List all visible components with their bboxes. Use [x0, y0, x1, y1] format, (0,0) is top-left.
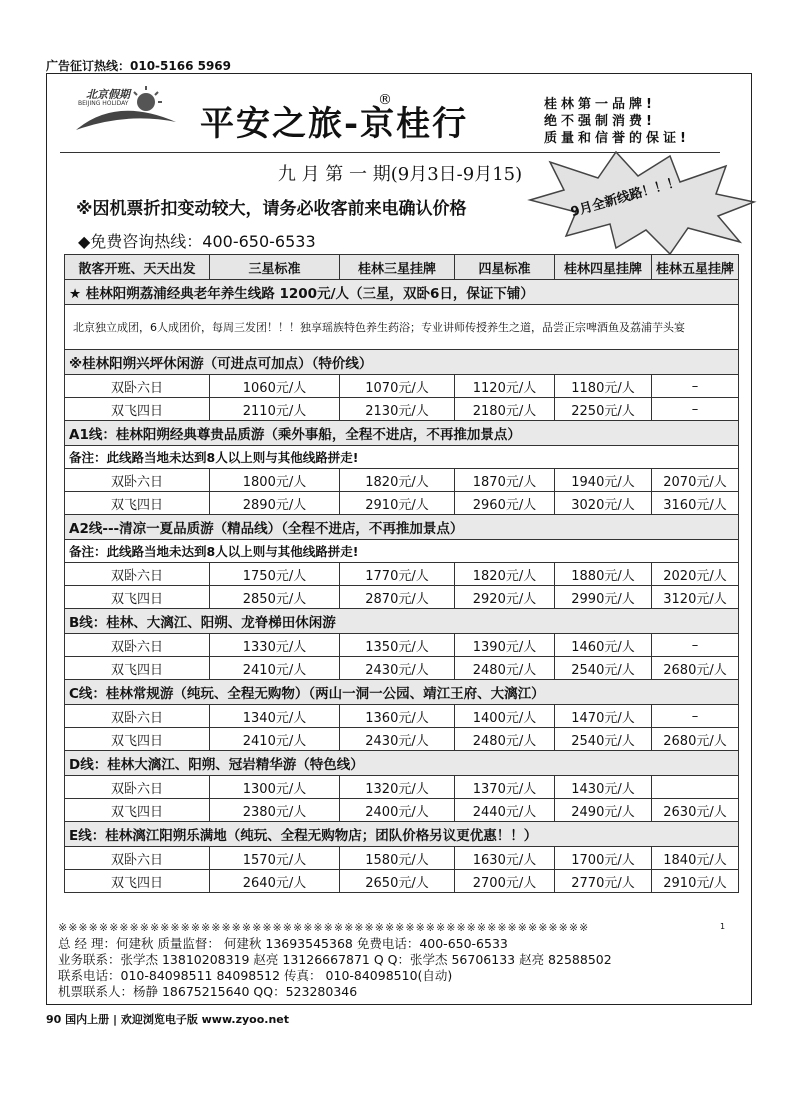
slogan	[544, 96, 690, 147]
featured-desc: 北京独立成团，6人成团价，每周三发团！！！独享瑶族特色养生药浴；专业讲师传授养生之道，品尝正宗啤酒鱼及荔浦芋头宴	[65, 305, 739, 350]
contact-line: 总 经 理：何建秋 质量监督： 何建秋 13693545368 免费电话：400-650-6533	[58, 936, 508, 951]
header-cell: 三星标准	[210, 255, 340, 280]
table-row	[65, 657, 739, 680]
brand-name: 平安之旅	[200, 104, 344, 144]
table-row	[65, 847, 739, 870]
price-cell: 2020元/人	[652, 563, 739, 586]
contact-line: 业务联系：张学杰 13810208319 赵亮 13126667871 Q Q：张学杰 56706133 赵亮 82588502	[58, 952, 612, 967]
price-cell: 2630元/人	[652, 799, 739, 822]
slogan-line: 质量和信誉的保证!	[544, 131, 690, 146]
row-label: 双卧六日	[65, 705, 210, 728]
price-cell: 1400元/人	[455, 705, 555, 728]
price-cell: 2700元/人	[455, 870, 555, 893]
price-cell: 3020元/人	[555, 492, 652, 515]
price-cell: 1570元/人	[210, 847, 340, 870]
price-cell: 1360元/人	[340, 705, 455, 728]
price-cell: 2480元/人	[455, 728, 555, 751]
price-cell: 2180元/人	[455, 398, 555, 421]
price-cell: 1470元/人	[555, 705, 652, 728]
table-row	[65, 586, 739, 609]
section-note-row	[65, 540, 739, 563]
price-cell: 2890元/人	[210, 492, 340, 515]
price-cell: 1300元/人	[210, 776, 340, 799]
price-cell: 1060元/人	[210, 375, 340, 398]
section-title-row	[65, 515, 739, 540]
price-cell: 2430元/人	[340, 657, 455, 680]
section-title: B线：桂林、大漓江、阳朔、龙脊梯田休闲游	[65, 609, 739, 634]
price-cell: –	[652, 705, 739, 728]
price-cell: 1750元/人	[210, 563, 340, 586]
price-cell: 1700元/人	[555, 847, 652, 870]
contact-line: 机票联系人：杨静 18675215640 QQ：523280346	[58, 984, 358, 999]
slogan-line: 桂林第一品牌!	[544, 97, 656, 112]
header-cell: 散客开班、天天出发	[65, 255, 210, 280]
price-cell: 2540元/人	[555, 657, 652, 680]
price-cell: 2410元/人	[210, 728, 340, 751]
section-note: 备注：此线路当地未达到8人以上则与其他线路拼走!	[65, 540, 739, 563]
table-row	[65, 799, 739, 822]
row-label: 双卧六日	[65, 776, 210, 799]
row-label: 双飞四日	[65, 657, 210, 680]
price-table-body	[65, 255, 739, 893]
section-title: D线：桂林大漓江、阳朔、冠岩精华游（特色线）	[65, 751, 739, 776]
row-label: 双卧六日	[65, 634, 210, 657]
section-note-row	[65, 446, 739, 469]
section-note: 备注：此线路当地未达到8人以上则与其他线路拼走!	[65, 446, 739, 469]
section-title-row	[65, 609, 739, 634]
price-cell: 1870元/人	[455, 469, 555, 492]
header-cell: 桂林三星挂牌	[340, 255, 455, 280]
price-cell: 1820元/人	[455, 563, 555, 586]
price-notice: ※因机票折扣变动较大，请务必收客前来电确认价格	[76, 199, 467, 219]
new-routes-badge: 9月全新线路！！！	[569, 174, 682, 221]
section-title: A1线：桂林阳朔经典尊贵品质游（乘外事船，全程不进店，不再推加景点）	[65, 421, 739, 446]
price-cell: 2850元/人	[210, 586, 340, 609]
table-row	[65, 634, 739, 657]
section-title: ※桂林阳朔兴坪休闲游（可进点可加点）（特价线）	[65, 350, 739, 375]
contact-block	[58, 920, 612, 1000]
price-cell: 2490元/人	[555, 799, 652, 822]
section-title-row	[65, 822, 739, 847]
price-cell: –	[652, 375, 739, 398]
featured-desc-row	[65, 305, 739, 350]
price-cell: –	[652, 398, 739, 421]
row-label: 双卧六日	[65, 847, 210, 870]
price-cell: 2130元/人	[340, 398, 455, 421]
section-title: C线：桂林常规游（纯玩、全程无购物）（两山一洞一公园、靖江王府、大漓江）	[65, 680, 739, 705]
header-cell: 四星标准	[455, 255, 555, 280]
brand-title	[200, 96, 468, 145]
section-title: E线：桂林漓江阳朔乐满地（纯玩、全程无购物店；团队价格另议更优惠！！）	[65, 822, 739, 847]
table-row	[65, 705, 739, 728]
price-cell: –	[652, 634, 739, 657]
price-cell: 3120元/人	[652, 586, 739, 609]
section-title: A2线---清凉一夏品质游（精品线）（全程不进店，不再推加景点）	[65, 515, 739, 540]
page-footer: 90 国内上册 | 欢迎浏览电子版 www.zyoo.net	[46, 1013, 290, 1026]
section-title-row	[65, 751, 739, 776]
price-cell: 1370元/人	[455, 776, 555, 799]
logo-text-cn: 北京假期	[86, 88, 130, 101]
price-cell: 2440元/人	[455, 799, 555, 822]
price-cell: 2990元/人	[555, 586, 652, 609]
brand-suffix: -京桂行	[344, 104, 469, 144]
row-label: 双卧六日	[65, 469, 210, 492]
row-label: 双飞四日	[65, 492, 210, 515]
price-cell: 1320元/人	[340, 776, 455, 799]
price-cell: 1630元/人	[455, 847, 555, 870]
price-cell: 2650元/人	[340, 870, 455, 893]
section-title-row	[65, 350, 739, 375]
price-cell: 3160元/人	[652, 492, 739, 515]
featured-title-row	[65, 280, 739, 305]
price-cell: 2870元/人	[340, 586, 455, 609]
price-cell: 1350元/人	[340, 634, 455, 657]
price-table	[64, 254, 739, 893]
table-row	[65, 469, 739, 492]
contact-line: 联系电话：010-84098511 84098512 传真： 010-84098510(自动)	[58, 968, 453, 983]
row-label: 双飞四日	[65, 586, 210, 609]
starburst-icon	[520, 148, 760, 258]
price-cell: 1180元/人	[555, 375, 652, 398]
price-cell: 1800元/人	[210, 469, 340, 492]
table-row	[65, 398, 739, 421]
table-row	[65, 776, 739, 799]
price-cell: 2410元/人	[210, 657, 340, 680]
price-cell: 1840元/人	[652, 847, 739, 870]
price-cell: 2960元/人	[455, 492, 555, 515]
price-cell: 2070元/人	[652, 469, 739, 492]
ad-hotline: 广告征订热线：010-5166 5969	[46, 59, 232, 73]
price-cell: 1820元/人	[340, 469, 455, 492]
price-cell: 2640元/人	[210, 870, 340, 893]
table-row	[65, 563, 739, 586]
header-cell: 桂林四星挂牌	[555, 255, 652, 280]
price-cell: 1940元/人	[555, 469, 652, 492]
price-cell: 2250元/人	[555, 398, 652, 421]
header-cell: 桂林五星挂牌	[652, 255, 739, 280]
section-title-row	[65, 421, 739, 446]
price-cell: 2540元/人	[555, 728, 652, 751]
hotline: ◆免费咨询热线：400-650-6533	[78, 232, 316, 251]
price-cell: 1120元/人	[455, 375, 555, 398]
table-row	[65, 375, 739, 398]
row-label: 双飞四日	[65, 398, 210, 421]
registered-mark: ®	[378, 92, 392, 108]
price-cell: 1880元/人	[555, 563, 652, 586]
table-header	[65, 255, 739, 280]
price-cell: 2110元/人	[210, 398, 340, 421]
price-cell: 1580元/人	[340, 847, 455, 870]
table-row	[65, 870, 739, 893]
row-label: 双飞四日	[65, 870, 210, 893]
price-cell: 2480元/人	[455, 657, 555, 680]
price-cell: 1430元/人	[555, 776, 652, 799]
row-label: 双飞四日	[65, 799, 210, 822]
price-cell: 1340元/人	[210, 705, 340, 728]
price-cell: 2770元/人	[555, 870, 652, 893]
page-marker: 1	[720, 922, 726, 931]
price-cell	[652, 776, 739, 799]
row-label: 双卧六日	[65, 563, 210, 586]
price-cell: 2680元/人	[652, 657, 739, 680]
price-cell: 2430元/人	[340, 728, 455, 751]
price-cell: 2910元/人	[652, 870, 739, 893]
slogan-line: 绝不强制消费!	[544, 114, 656, 129]
table-row	[65, 492, 739, 515]
price-cell: 1460元/人	[555, 634, 652, 657]
price-cell: 2920元/人	[455, 586, 555, 609]
price-cell: 1770元/人	[340, 563, 455, 586]
featured-title: ★ 桂林阳朔荔浦经典老年养生线路 1200元/人（三星，双卧6日，保证下铺）	[65, 280, 739, 305]
price-cell: 2680元/人	[652, 728, 739, 751]
price-cell: 1390元/人	[455, 634, 555, 657]
logo-text-en: BEIJING HOLIDAY	[78, 100, 129, 107]
price-cell: 2400元/人	[340, 799, 455, 822]
price-cell: 1070元/人	[340, 375, 455, 398]
table-row	[65, 728, 739, 751]
price-cell: 1330元/人	[210, 634, 340, 657]
section-title-row	[65, 680, 739, 705]
row-label: 双卧六日	[65, 375, 210, 398]
price-cell: 2910元/人	[340, 492, 455, 515]
row-label: 双飞四日	[65, 728, 210, 751]
stars-divider: ※※※※※※※※※※※※※※※※※※※※※※※※※※※※※※※※※※※※※※※※※※※※※※※※※※※※	[58, 921, 590, 934]
price-cell: 2380元/人	[210, 799, 340, 822]
issue-title: 九 月 第 一 期(9月3日-9月15)	[277, 164, 523, 185]
